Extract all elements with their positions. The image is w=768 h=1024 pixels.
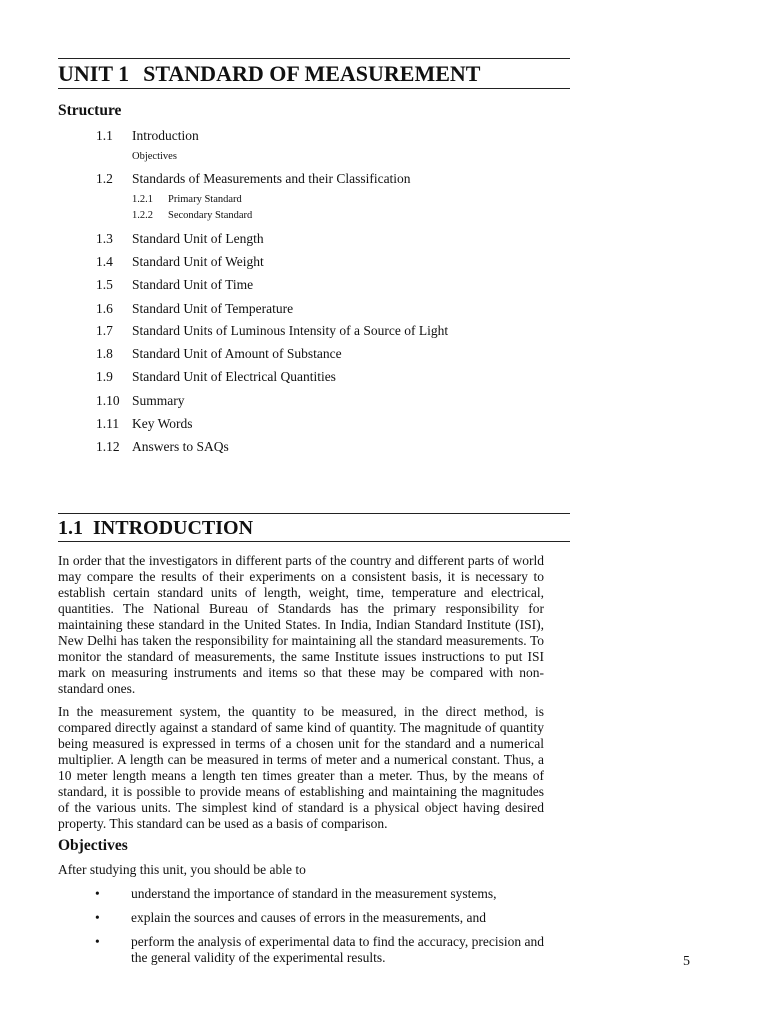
toc-item: 1.1 Introduction bbox=[96, 128, 199, 143]
unit-title-text: STANDARD OF MEASUREMENT bbox=[143, 61, 481, 86]
unit-title-rule bbox=[58, 88, 570, 89]
bullet-icon: • bbox=[95, 934, 100, 949]
page-number: 5 bbox=[683, 954, 690, 969]
bullet-icon: • bbox=[95, 886, 100, 901]
intro-paragraph-2: In the measurement system, the quantity to be measured, in the direct method, is compared directly against a standard of same kind of quantity. The magnitude of quantity being measured is expressed in terms of a chosen unit for the standard and a numerical multiplier. A length can be measured in terms of meter and a numerical constant. Thus, a 10 meter length means a length ten times greater than a meter. Thus, by the means of standard, it is possible to provide means of establishing and maintaining the magnitudes of the various units. The simplest kind of standard is a physical object having desired property. This standard can be used as a basis of comparison. bbox=[58, 704, 544, 831]
unit-title bbox=[58, 61, 480, 87]
objectives-intro: After studying this unit, you should be able to bbox=[58, 862, 306, 877]
document-page: UNIT 1 STANDARD OF MEASUREMENT Structure 1.1 Introduction Objectives 1.2 Standards of Measurements and their Classification 1.2.1 Primary Standard 1.2.2 Secondary Standard 1.3 Standard Unit of Length 1.4 Standard Unit of Weight 1.5 Standard Unit of Time 1.6 Standard Unit of Temperature 1.7 Standard Units of Luminous Intensity of a Source of Light 1.8 Standard Unit of Amount of Substance 1.9 Standard Unit of Electrical Quantities 1.10 Summary 1.11 Key Words 1.12 Answers to SAQs 1.1 INTRODUCTION In order that the investigators in different parts of the country and different parts of world may compare the results of their experiments on a consistent basis, it is necessary to establish certain standard units of length, weight, time, temperature and electrical, quantities. The National Bureau of Standards has the primary responsibility for maintaining these standard in the United States. In India, Indian Standard Institute (ISI), New Delhi has taken the responsibility for maintaining all the standard measurements. To monitor the standard of measurements, the same Institute issues instructions to put ISI mark on measuring instruments and items so that these may be compared with non-standard ones. In the measurement system, the quantity to be measured, in the direct method, is compared directly against a standard of same kind of quantity. The magnitude of quantity being measured is expressed in terms of a chosen unit for the standard and a numerical multiplier. A length can be measured in terms of meter and a numerical constant. Thus, a 10 meter length means a length ten times greater than a meter. Thus, by the means of standard, it is possible to provide means of establishing and maintaining the magnitudes of the various units. The simplest kind of standard is a physical object having desired property. This standard can be used as a basis of comparison. Objectives After studying this unit, you should be able to • understand the importance of standard in the measurement systems, • explain the sources and causes of errors in the measurements, and • perform the analysis of experimental data to find the accuracy, precision and the general validity of the experimental results. 5 bbox=[0, 0, 768, 1024]
toc-item: 1.6 Standard Unit of Temperature bbox=[96, 301, 294, 316]
toc-subitem: 1.2.1 Primary Standard bbox=[132, 194, 242, 205]
toc-item: 1.3 Standard Unit of Length bbox=[96, 231, 264, 246]
unit-number: UNIT 1 bbox=[58, 61, 130, 86]
section-rule-bottom bbox=[58, 541, 570, 542]
toc-item: 1.2 Standards of Measurements and their Classification bbox=[96, 171, 411, 186]
toc-item: 1.4 Standard Unit of Weight bbox=[96, 254, 264, 269]
toc-item: 1.8 Standard Unit of Amount of Substance bbox=[96, 346, 342, 361]
toc-subitem: 1.2.2 Secondary Standard bbox=[132, 210, 253, 221]
structure-heading: Structure bbox=[58, 102, 122, 119]
section-title bbox=[58, 515, 253, 541]
toc-subitem: Objectives bbox=[132, 151, 177, 162]
section-rule-top bbox=[58, 513, 570, 514]
section-title-text: INTRODUCTION bbox=[93, 517, 254, 539]
toc-item: 1.11 Key Words bbox=[96, 416, 193, 431]
toc-item: 1.9 Standard Unit of Electrical Quantities bbox=[96, 369, 336, 384]
toc-item: 1.12 Answers to SAQs bbox=[96, 439, 229, 454]
toc-item: 1.5 Standard Unit of Time bbox=[96, 277, 254, 292]
objectives-heading: Objectives bbox=[58, 837, 128, 854]
bullet-icon: • bbox=[95, 910, 100, 925]
toc-item: 1.10 Summary bbox=[96, 393, 185, 408]
top-rule bbox=[58, 58, 570, 59]
section-number: 1.1 bbox=[58, 517, 83, 539]
intro-paragraph-1: In order that the investigators in different parts of the country and different parts of world may compare the results of their experiments on a consistent basis, it is necessary to establish certain standard units of length, weight, time, temperature and electrical, quantities. The National Bureau of Standards has the primary responsibility for maintaining these standard in the United States. In India, Indian Standard Institute (ISI), New Delhi has taken the responsibility for maintaining all the standard measurements. To monitor the standard of measurements, the same Institute issues instructions to put ISI mark on measuring instruments and items so that these may be compared with non-standard ones. bbox=[58, 553, 544, 696]
toc-item: 1.7 Standard Units of Luminous Intensity of a Source of Light bbox=[96, 323, 449, 338]
